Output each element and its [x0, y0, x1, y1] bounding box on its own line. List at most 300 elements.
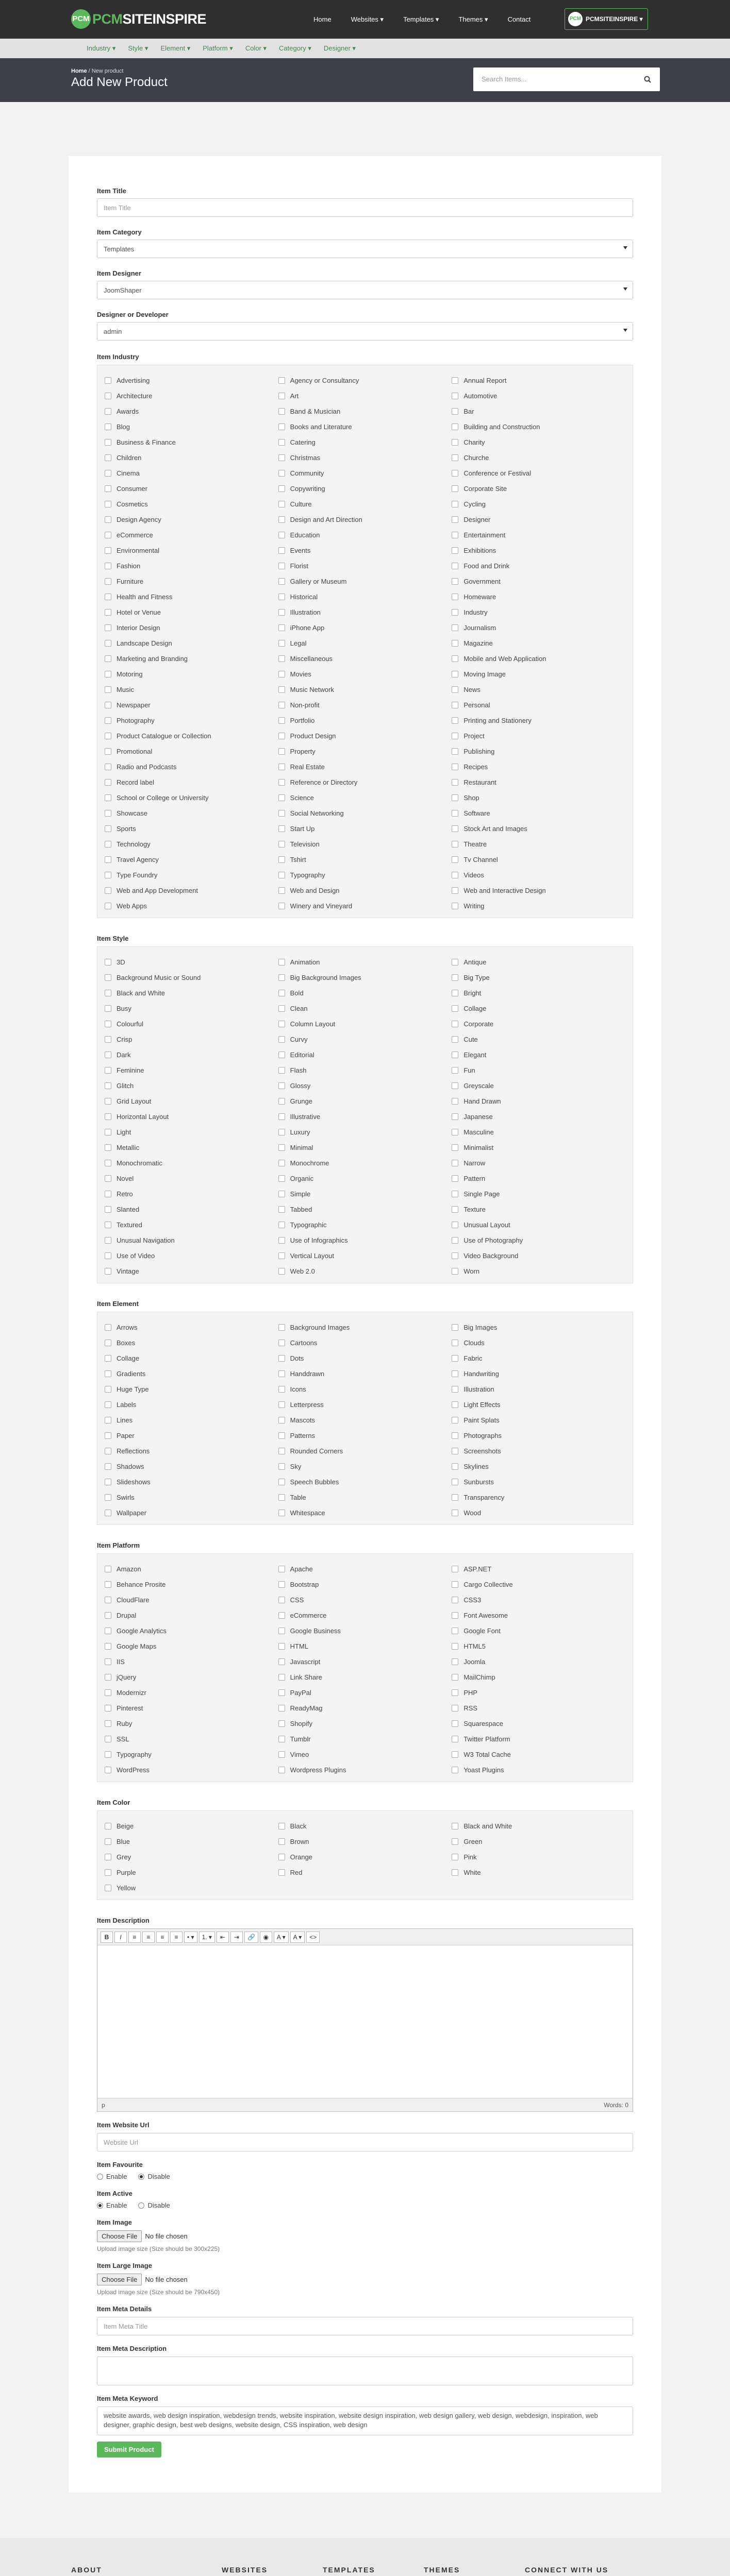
favourite-enable-radio[interactable]: [97, 2174, 103, 2180]
checkbox-item[interactable]: [105, 388, 278, 403]
checkbox-item[interactable]: [105, 1716, 278, 1731]
checkbox-item[interactable]: [105, 1350, 278, 1366]
subnav-category[interactable]: Category ▾: [279, 44, 311, 52]
checkbox-item[interactable]: [278, 1459, 452, 1474]
checkbox-item[interactable]: [105, 790, 278, 805]
checkbox-item[interactable]: [278, 1654, 452, 1669]
checkbox-item[interactable]: [105, 1654, 278, 1669]
checkbox-item[interactable]: [278, 1700, 452, 1716]
checkbox[interactable]: [278, 1340, 285, 1346]
checkbox-item[interactable]: [278, 1248, 452, 1263]
checkbox-item[interactable]: [105, 1685, 278, 1700]
checkbox[interactable]: [452, 1098, 458, 1105]
checkbox[interactable]: [278, 810, 285, 817]
checkbox[interactable]: [105, 1206, 111, 1213]
checkbox[interactable]: [105, 990, 111, 996]
checkbox[interactable]: [278, 1854, 285, 1860]
checkbox-item[interactable]: [278, 372, 452, 388]
checkbox-item[interactable]: [452, 970, 625, 985]
checkbox-item[interactable]: [452, 1607, 625, 1623]
checkbox[interactable]: [452, 1175, 458, 1182]
checkbox-item[interactable]: [278, 743, 452, 759]
checkbox-item[interactable]: [278, 1443, 452, 1459]
checkbox-item[interactable]: [452, 1834, 625, 1849]
checkbox[interactable]: [105, 439, 111, 446]
checkbox-item[interactable]: [452, 1865, 625, 1880]
checkbox[interactable]: [452, 702, 458, 708]
checkbox-item[interactable]: [452, 1232, 625, 1248]
checkbox-item[interactable]: [452, 481, 625, 496]
nav-themes[interactable]: Themes ▾: [458, 15, 488, 23]
checkbox[interactable]: [278, 408, 285, 415]
editor-body[interactable]: [97, 1945, 633, 2098]
checkbox-item[interactable]: [105, 898, 278, 913]
checkbox[interactable]: [452, 1612, 458, 1619]
checkbox[interactable]: [278, 1052, 285, 1058]
checkbox[interactable]: [452, 532, 458, 538]
checkbox-item[interactable]: [278, 1818, 452, 1834]
meta-keyword-textarea[interactable]: website awards, web design inspiration, webdesign trends, website inspiration, website design inspiration, web design gallery, web design, webdesign, inspiration, web designer, graphic design, best web designs, website design, CSS inspiration, web design: [97, 2406, 633, 2435]
checkbox-item[interactable]: [278, 604, 452, 620]
checkbox[interactable]: [105, 377, 111, 384]
nav-websites[interactable]: Websites ▾: [351, 15, 384, 23]
checkbox[interactable]: [105, 1494, 111, 1501]
checkbox-item[interactable]: [105, 1397, 278, 1412]
checkbox-item[interactable]: [452, 713, 625, 728]
checkbox[interactable]: [452, 454, 458, 461]
checkbox-item[interactable]: [105, 527, 278, 543]
subnav-platform[interactable]: Platform ▾: [203, 44, 233, 52]
checkbox[interactable]: [452, 1401, 458, 1408]
checkbox[interactable]: [105, 1767, 111, 1773]
checkbox[interactable]: [105, 547, 111, 554]
checkbox-item[interactable]: [452, 867, 625, 883]
checkbox[interactable]: [452, 872, 458, 878]
checkbox-item[interactable]: [452, 527, 625, 543]
checkbox-item[interactable]: [452, 1186, 625, 1201]
checkbox-item[interactable]: [278, 1171, 452, 1186]
checkbox-item[interactable]: [278, 836, 452, 852]
checkbox[interactable]: [105, 1417, 111, 1423]
checkbox-item[interactable]: [278, 954, 452, 970]
checkbox-item[interactable]: [452, 1654, 625, 1669]
checkbox[interactable]: [452, 887, 458, 894]
checkbox[interactable]: [105, 1401, 111, 1408]
checkbox[interactable]: [278, 1432, 285, 1439]
checkbox-item[interactable]: [278, 388, 452, 403]
checkbox[interactable]: [105, 1237, 111, 1244]
checkbox[interactable]: [452, 779, 458, 786]
checkbox[interactable]: [278, 794, 285, 801]
checkbox[interactable]: [452, 1129, 458, 1136]
checkbox-item[interactable]: [105, 496, 278, 512]
checkbox[interactable]: [278, 1823, 285, 1829]
background-color-icon[interactable]: A ▾: [290, 1931, 305, 1943]
checkbox[interactable]: [452, 1036, 458, 1043]
checkbox[interactable]: [452, 1386, 458, 1393]
checkbox-item[interactable]: [452, 1031, 625, 1047]
checkbox-item[interactable]: [105, 821, 278, 836]
checkbox[interactable]: [278, 1144, 285, 1151]
checkbox-item[interactable]: [105, 1412, 278, 1428]
checkbox-item[interactable]: [278, 543, 452, 558]
checkbox-item[interactable]: [105, 1319, 278, 1335]
checkbox-item[interactable]: [452, 805, 625, 821]
checkbox-item[interactable]: [105, 1366, 278, 1381]
checkbox-item[interactable]: [452, 774, 625, 790]
checkbox[interactable]: [452, 1869, 458, 1876]
checkbox-item[interactable]: [278, 1607, 452, 1623]
nav-templates[interactable]: Templates ▾: [403, 15, 439, 23]
checkbox-item[interactable]: [452, 372, 625, 388]
checkbox[interactable]: [105, 1510, 111, 1516]
checkbox-item[interactable]: [105, 512, 278, 527]
designer-select[interactable]: JoomShaper: [97, 281, 633, 299]
checkbox[interactable]: [452, 974, 458, 981]
checkbox-item[interactable]: [105, 1443, 278, 1459]
checkbox[interactable]: [452, 624, 458, 631]
checkbox[interactable]: [452, 1597, 458, 1603]
checkbox[interactable]: [105, 959, 111, 965]
checkbox[interactable]: [105, 764, 111, 770]
checkbox-item[interactable]: [278, 450, 452, 465]
checkbox[interactable]: [105, 794, 111, 801]
checkbox[interactable]: [452, 1206, 458, 1213]
checkbox-item[interactable]: [105, 759, 278, 774]
checkbox[interactable]: [452, 1160, 458, 1166]
checkbox-item[interactable]: [278, 403, 452, 419]
checkbox-item[interactable]: [105, 481, 278, 496]
subnav-element[interactable]: Element ▾: [160, 44, 191, 52]
checkbox-item[interactable]: [105, 403, 278, 419]
checkbox-item[interactable]: [452, 1078, 625, 1093]
checkbox[interactable]: [105, 903, 111, 909]
checkbox[interactable]: [452, 1005, 458, 1012]
checkbox-item[interactable]: [452, 1489, 625, 1505]
align-justify-icon[interactable]: ≡: [170, 1931, 182, 1943]
checkbox[interactable]: [452, 1658, 458, 1665]
checkbox-item[interactable]: [278, 1747, 452, 1762]
checkbox-item[interactable]: [278, 1865, 452, 1880]
checkbox[interactable]: [278, 748, 285, 755]
checkbox-item[interactable]: [452, 728, 625, 743]
checkbox[interactable]: [278, 454, 285, 461]
checkbox[interactable]: [452, 1340, 458, 1346]
checkbox[interactable]: [278, 1767, 285, 1773]
checkbox-item[interactable]: [278, 1335, 452, 1350]
checkbox[interactable]: [105, 1052, 111, 1058]
checkbox[interactable]: [278, 1355, 285, 1362]
checkbox-item[interactable]: [105, 1140, 278, 1155]
checkbox[interactable]: [278, 1566, 285, 1572]
large-image-choose-file-button[interactable]: Choose File: [97, 2274, 142, 2285]
checkbox[interactable]: [278, 1448, 285, 1454]
checkbox-item[interactable]: [105, 1623, 278, 1638]
checkbox-item[interactable]: [105, 1381, 278, 1397]
checkbox[interactable]: [452, 1751, 458, 1758]
checkbox-item[interactable]: [278, 1232, 452, 1248]
checkbox-item[interactable]: [452, 573, 625, 589]
checkbox-item[interactable]: [105, 805, 278, 821]
checkbox[interactable]: [452, 485, 458, 492]
checkbox[interactable]: [105, 1448, 111, 1454]
checkbox-item[interactable]: [105, 1849, 278, 1865]
checkbox[interactable]: [452, 903, 458, 909]
checkbox-item[interactable]: [452, 1001, 625, 1016]
checkbox-item[interactable]: [452, 1428, 625, 1443]
search-input[interactable]: [473, 67, 660, 91]
checkbox[interactable]: [105, 779, 111, 786]
checkbox[interactable]: [105, 1643, 111, 1650]
checkbox[interactable]: [105, 1751, 111, 1758]
checkbox[interactable]: [105, 974, 111, 981]
subnav-color[interactable]: Color ▾: [245, 44, 267, 52]
checkbox[interactable]: [452, 856, 458, 863]
checkbox-item[interactable]: [278, 883, 452, 898]
checkbox[interactable]: [452, 717, 458, 724]
checkbox-item[interactable]: [452, 450, 625, 465]
checkbox-item[interactable]: [452, 1700, 625, 1716]
submit-product-button[interactable]: Submit Product: [97, 2442, 161, 2458]
checkbox[interactable]: [105, 1658, 111, 1665]
checkbox[interactable]: [278, 1222, 285, 1228]
checkbox-item[interactable]: [278, 1685, 452, 1700]
checkbox[interactable]: [105, 872, 111, 878]
checkbox[interactable]: [105, 624, 111, 631]
checkbox-item[interactable]: [278, 1381, 452, 1397]
checkbox[interactable]: [452, 1854, 458, 1860]
checkbox[interactable]: [278, 1597, 285, 1603]
checkbox[interactable]: [105, 423, 111, 430]
checkbox[interactable]: [105, 1113, 111, 1120]
checkbox[interactable]: [278, 1720, 285, 1727]
checkbox-item[interactable]: [278, 1474, 452, 1489]
checkbox-item[interactable]: [278, 985, 452, 1001]
checkbox-item[interactable]: [105, 867, 278, 883]
checkbox-item[interactable]: [278, 1001, 452, 1016]
checkbox-item[interactable]: [278, 1762, 452, 1777]
checkbox[interactable]: [105, 1386, 111, 1393]
checkbox-item[interactable]: [105, 954, 278, 970]
checkbox-item[interactable]: [105, 836, 278, 852]
checkbox[interactable]: [105, 454, 111, 461]
checkbox-item[interactable]: [452, 1443, 625, 1459]
checkbox[interactable]: [278, 1386, 285, 1393]
checkbox[interactable]: [105, 1082, 111, 1089]
checkbox-item[interactable]: [452, 954, 625, 970]
checkbox[interactable]: [452, 1736, 458, 1742]
checkbox-item[interactable]: [452, 1638, 625, 1654]
checkbox[interactable]: [105, 1869, 111, 1876]
checkbox[interactable]: [278, 1751, 285, 1758]
checkbox-item[interactable]: [105, 1747, 278, 1762]
checkbox[interactable]: [452, 1144, 458, 1151]
checkbox-item[interactable]: [452, 1397, 625, 1412]
checkbox[interactable]: [105, 594, 111, 600]
checkbox-item[interactable]: [105, 1016, 278, 1031]
checkbox-item[interactable]: [278, 1319, 452, 1335]
checkbox-item[interactable]: [105, 450, 278, 465]
checkbox-item[interactable]: [278, 805, 452, 821]
checkbox[interactable]: [452, 1720, 458, 1727]
checkbox[interactable]: [452, 594, 458, 600]
checkbox[interactable]: [278, 1838, 285, 1845]
checkbox[interactable]: [452, 959, 458, 965]
checkbox[interactable]: [105, 1021, 111, 1027]
checkbox-item[interactable]: [278, 573, 452, 589]
checkbox[interactable]: [452, 1823, 458, 1829]
checkbox[interactable]: [105, 1581, 111, 1588]
checkbox-item[interactable]: [278, 1412, 452, 1428]
indent-icon[interactable]: ⇥: [230, 1931, 243, 1943]
checkbox-item[interactable]: [278, 434, 452, 450]
checkbox[interactable]: [278, 1082, 285, 1089]
checkbox[interactable]: [105, 1823, 111, 1829]
checkbox[interactable]: [452, 1191, 458, 1197]
checkbox-item[interactable]: [452, 465, 625, 481]
checkbox[interactable]: [452, 810, 458, 817]
checkbox[interactable]: [105, 563, 111, 569]
checkbox[interactable]: [452, 1067, 458, 1074]
checkbox[interactable]: [452, 655, 458, 662]
checkbox[interactable]: [278, 640, 285, 647]
checkbox-item[interactable]: [452, 836, 625, 852]
checkbox-item[interactable]: [278, 1505, 452, 1520]
checkbox-item[interactable]: [452, 589, 625, 604]
checkbox[interactable]: [452, 1494, 458, 1501]
checkbox[interactable]: [452, 1510, 458, 1516]
checkbox[interactable]: [105, 501, 111, 507]
checkbox[interactable]: [452, 1705, 458, 1711]
checkbox-item[interactable]: [105, 1155, 278, 1171]
checkbox-item[interactable]: [278, 419, 452, 434]
developer-select[interactable]: admin: [97, 322, 633, 341]
checkbox[interactable]: [278, 1191, 285, 1197]
checkbox[interactable]: [278, 1643, 285, 1650]
checkbox-item[interactable]: [278, 589, 452, 604]
checkbox-item[interactable]: [105, 1428, 278, 1443]
checkbox[interactable]: [452, 1674, 458, 1681]
checkbox[interactable]: [452, 1479, 458, 1485]
checkbox[interactable]: [278, 1036, 285, 1043]
checkbox[interactable]: [452, 423, 458, 430]
checkbox-item[interactable]: [105, 852, 278, 867]
checkbox-item[interactable]: [105, 651, 278, 666]
checkbox[interactable]: [105, 825, 111, 832]
checkbox-item[interactable]: [278, 1201, 452, 1217]
checkbox-item[interactable]: [452, 1171, 625, 1186]
checkbox[interactable]: [105, 717, 111, 724]
checkbox-item[interactable]: [452, 1062, 625, 1078]
checkbox[interactable]: [278, 1370, 285, 1377]
checkbox-item[interactable]: [452, 419, 625, 434]
checkbox-item[interactable]: [105, 1700, 278, 1716]
checkbox-item[interactable]: [105, 635, 278, 651]
checkbox-item[interactable]: [452, 852, 625, 867]
checkbox-item[interactable]: [105, 1093, 278, 1109]
checkbox[interactable]: [278, 655, 285, 662]
checkbox-item[interactable]: [278, 651, 452, 666]
checkbox-item[interactable]: [452, 1350, 625, 1366]
checkbox-item[interactable]: [105, 697, 278, 713]
checkbox-item[interactable]: [452, 1201, 625, 1217]
checkbox-item[interactable]: [278, 465, 452, 481]
checkbox[interactable]: [105, 1854, 111, 1860]
checkbox[interactable]: [105, 1098, 111, 1105]
checkbox-item[interactable]: [105, 1561, 278, 1577]
checkbox-item[interactable]: [452, 1140, 625, 1155]
checkbox[interactable]: [278, 1021, 285, 1027]
checkbox-item[interactable]: [278, 1731, 452, 1747]
checkbox-item[interactable]: [452, 434, 625, 450]
checkbox[interactable]: [105, 408, 111, 415]
checkbox[interactable]: [278, 887, 285, 894]
checkbox[interactable]: [278, 717, 285, 724]
checkbox[interactable]: [105, 1736, 111, 1742]
checkbox[interactable]: [105, 671, 111, 677]
checkbox[interactable]: [278, 501, 285, 507]
checkbox[interactable]: [278, 485, 285, 492]
checkbox-item[interactable]: [452, 1505, 625, 1520]
checkbox[interactable]: [452, 733, 458, 739]
checkbox[interactable]: [452, 1237, 458, 1244]
checkbox[interactable]: [278, 1689, 285, 1696]
checkbox[interactable]: [105, 733, 111, 739]
checkbox[interactable]: [105, 485, 111, 492]
numbered-list-icon[interactable]: 1. ▾: [199, 1931, 215, 1943]
checkbox-item[interactable]: [105, 1062, 278, 1078]
category-select[interactable]: Templates: [97, 240, 633, 258]
checkbox-item[interactable]: [452, 821, 625, 836]
checkbox[interactable]: [278, 1674, 285, 1681]
checkbox-item[interactable]: [452, 1592, 625, 1607]
checkbox[interactable]: [278, 959, 285, 965]
checkbox-item[interactable]: [105, 620, 278, 635]
checkbox[interactable]: [278, 1175, 285, 1182]
checkbox-item[interactable]: [105, 1217, 278, 1232]
checkbox[interactable]: [278, 856, 285, 863]
checkbox-item[interactable]: [452, 1412, 625, 1428]
link-icon[interactable]: 🔗: [244, 1931, 258, 1943]
checkbox[interactable]: [278, 1417, 285, 1423]
checkbox-item[interactable]: [105, 1834, 278, 1849]
checkbox[interactable]: [278, 1581, 285, 1588]
checkbox-item[interactable]: [278, 1047, 452, 1062]
checkbox-item[interactable]: [452, 1263, 625, 1279]
checkbox-item[interactable]: [278, 1849, 452, 1865]
checkbox[interactable]: [278, 1612, 285, 1619]
checkbox-item[interactable]: [278, 1834, 452, 1849]
checkbox-item[interactable]: [105, 1762, 278, 1777]
checkbox[interactable]: [452, 408, 458, 415]
checkbox-item[interactable]: [452, 1685, 625, 1700]
checkbox[interactable]: [452, 1689, 458, 1696]
checkbox[interactable]: [452, 1628, 458, 1634]
checkbox-item[interactable]: [105, 713, 278, 728]
checkbox-item[interactable]: [278, 1592, 452, 1607]
checkbox-item[interactable]: [105, 666, 278, 682]
checkbox-item[interactable]: [278, 1669, 452, 1685]
checkbox[interactable]: [105, 1252, 111, 1259]
website-url-input[interactable]: Website Url: [97, 2133, 633, 2151]
checkbox[interactable]: [452, 1581, 458, 1588]
checkbox-item[interactable]: [105, 1047, 278, 1062]
checkbox[interactable]: [452, 686, 458, 693]
checkbox-item[interactable]: [105, 883, 278, 898]
checkbox[interactable]: [278, 1237, 285, 1244]
checkbox-item[interactable]: [452, 496, 625, 512]
checkbox[interactable]: [278, 779, 285, 786]
